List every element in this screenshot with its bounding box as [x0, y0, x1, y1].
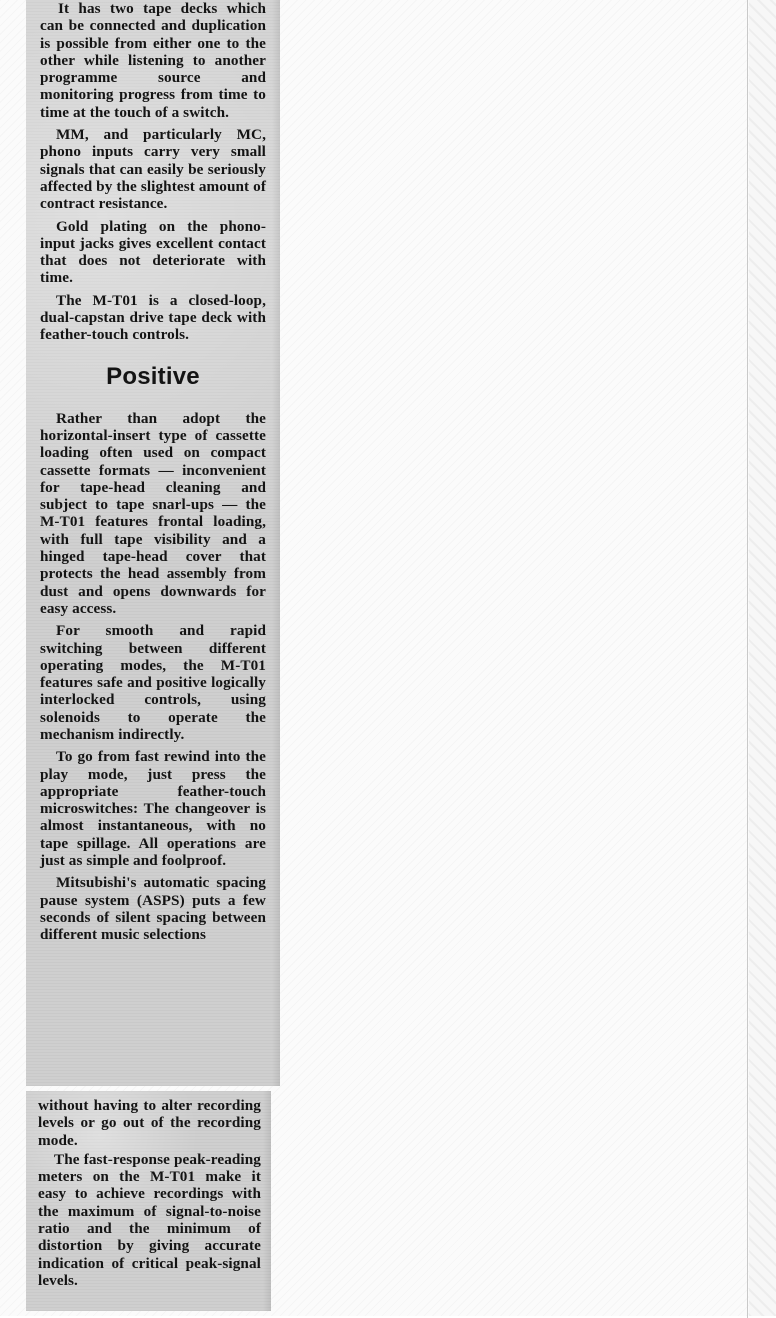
viewer-side-strip	[749, 0, 776, 1316]
article-paragraph: For smooth and rapid switching between different operating modes, the M-T01 features safe and positive logically interlocked controls, using solenoids to operate the mechanism indirectly.	[40, 622, 266, 743]
article-paragraph: The fast-response peak-reading meters on the M-T01 make it easy to achieve recordings with the maximum of signal-to-noise ratio and the minimum of distortion by giving accurate indication of critical peak-signal levels.	[38, 1150, 261, 1289]
article-paragraph: It has two tape decks which can be connected and duplication is possible from either one to the other while listening to another programme source and monitoring progress from time to time at the touch of a switch.	[40, 0, 266, 121]
article-paragraph: Mitsubishi's automatic spacing pause system (ASPS) puts a few seconds of silent spacing between different music selections	[40, 874, 266, 944]
article-paragraph: Gold plating on the phono-input jacks gives excellent contact that does not deteriorate with time.	[40, 217, 266, 287]
article-paragraph: The M-T01 is a closed-loop, dual-capstan drive tape deck with feather-touch controls.	[40, 291, 266, 344]
newspaper-clipping-part-2	[26, 1091, 271, 1311]
article-paragraph: Rather than adopt the horizontal-insert type of cassette loading often used on compact cassette formats — inconvenient for tape-head cleaning and subject to tape snarl-ups — the M-T01 features frontal loading, with full tape visibility and a hinged tape-head cover that protects the head assembly from dust and opens downwards for easy access.	[40, 409, 266, 617]
newspaper-clipping-part-1	[26, 0, 280, 1086]
article-subheading: Positive	[106, 362, 200, 390]
article-paragraph: without having to alter recording levels or go out of the recording mode.	[38, 1097, 261, 1149]
article-paragraph: MM, and particularly MC, phono inputs carry very small signals that can easily be seriously affected by the slightest amount of contract resistance.	[40, 126, 266, 213]
article-paragraph: To go from fast rewind into the play mode, just press the appropriate feather-touch microswitches: The changeover is almost instantaneous, with no tape spillage. All operations are just as simple and foolproof.	[40, 748, 266, 870]
